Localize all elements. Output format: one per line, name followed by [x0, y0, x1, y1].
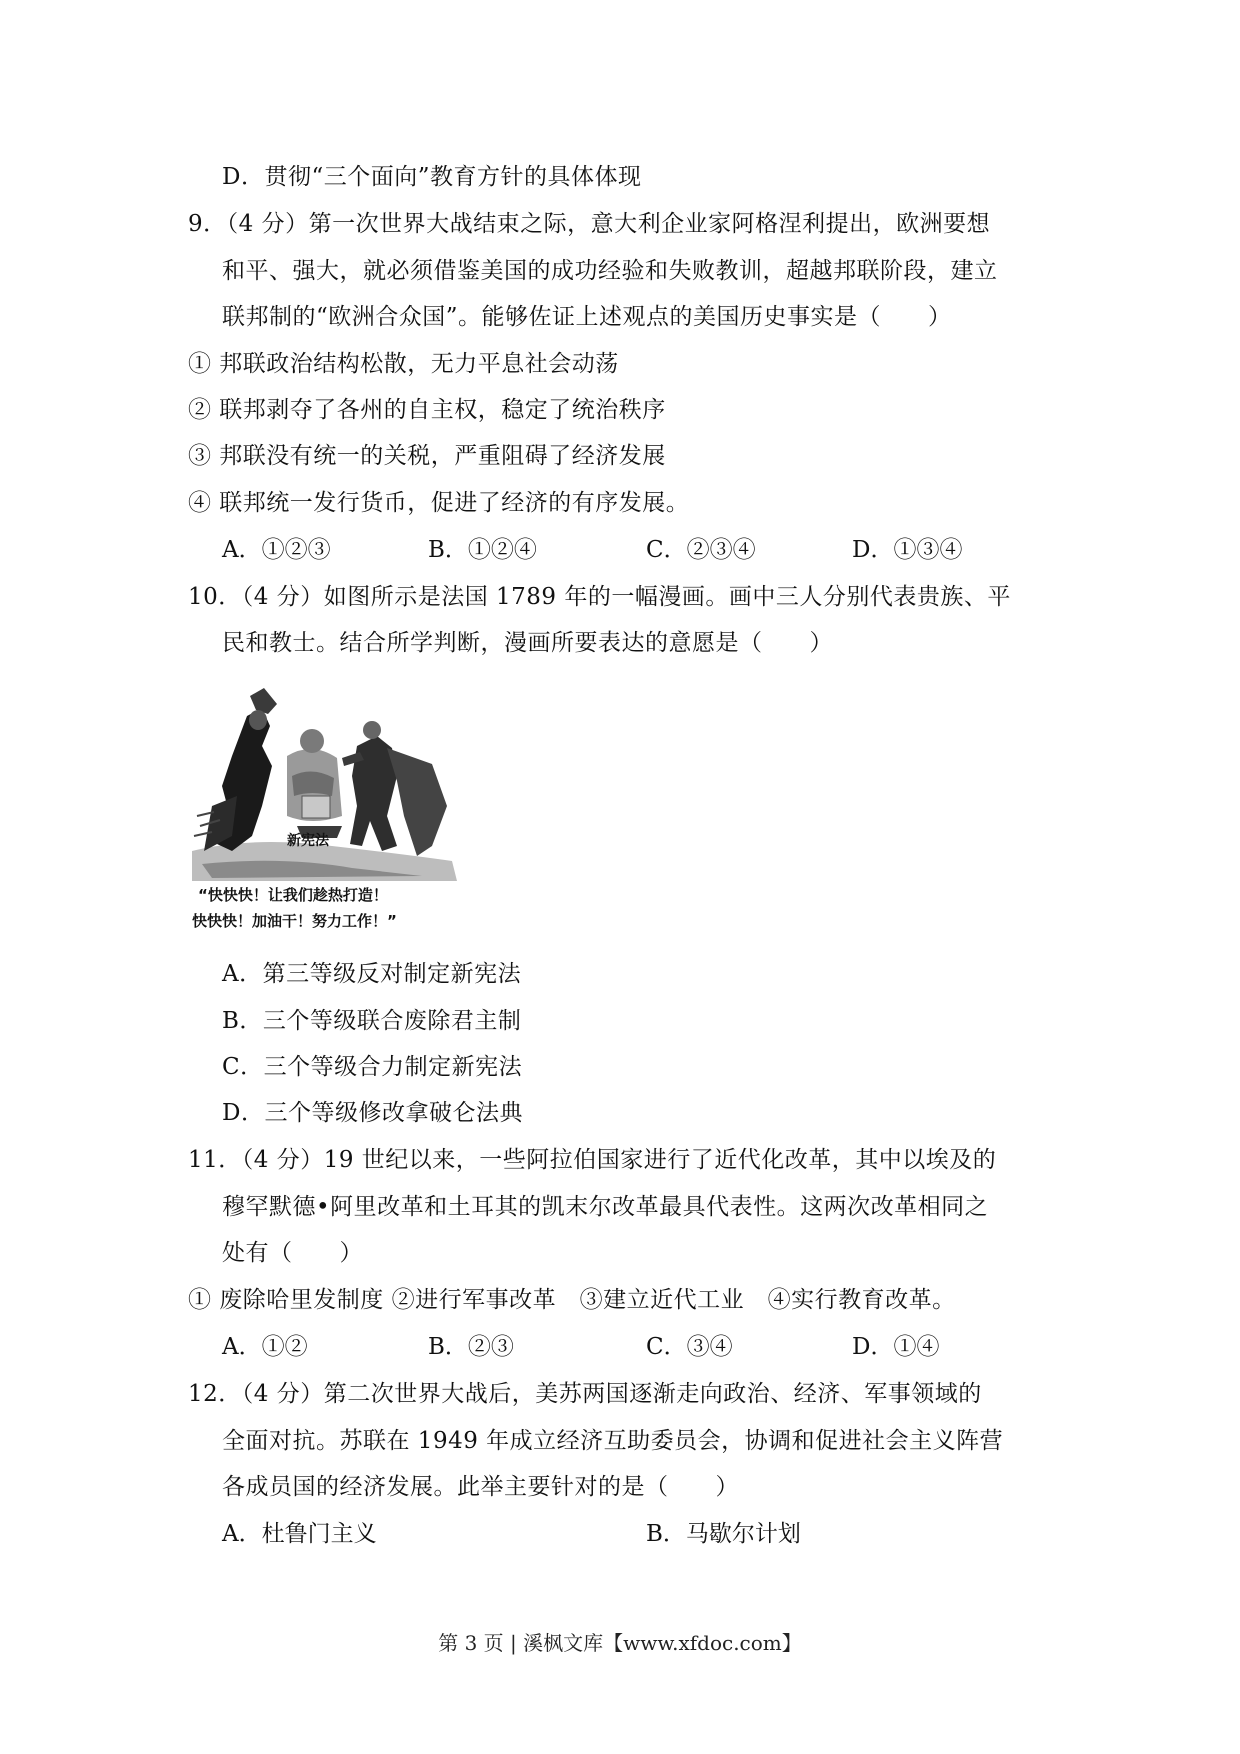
- q10-option-d[interactable]: D．三个等级修改拿破仑法典: [222, 1100, 523, 1126]
- q12-stem-line-2: 全面对抗。苏联在 1949 年成立经济互助委员会，协调和促进社会主义阵营: [222, 1428, 1004, 1454]
- q10-stem-line-2: 民和教士。结合所学判断，漫画所要表达的意愿是（ ）: [222, 630, 833, 656]
- q10-option-a[interactable]: A．第三等级反对制定新宪法: [222, 961, 522, 987]
- q11-stem-line-1: 11．（4 分）19 世纪以来，一些阿拉伯国家进行了近代化改革，其中以埃及的: [188, 1147, 997, 1173]
- q11-stem-line-2: 穆罕默德•阿里改革和土耳其的凯末尔改革最具代表性。这两次改革相同之: [222, 1194, 989, 1220]
- q12-option-b[interactable]: B．马歇尔计划: [646, 1521, 801, 1547]
- q9-statement-3: ③ 邦联没有统一的关税，严重阻碍了经济发展: [188, 443, 666, 469]
- q9-option-b[interactable]: B．①②④: [428, 537, 537, 563]
- q12-stem-line-3: 各成员国的经济发展。此举主要针对的是（ ）: [222, 1474, 739, 1500]
- q11-option-a[interactable]: A．①②: [222, 1334, 308, 1360]
- q11-option-d[interactable]: D．①④: [852, 1334, 940, 1360]
- q10-option-b[interactable]: B．三个等级联合废除君主制: [222, 1008, 522, 1034]
- cartoon-caption-line-2: 快快快！加油干！努力工作！”: [192, 912, 397, 930]
- q11-option-b[interactable]: B．②③: [428, 1334, 514, 1360]
- page-footer: 第 3 页 | 溪枫文库【www.xfdoc.com】: [438, 1631, 802, 1655]
- q10-option-c[interactable]: C．三个等级合力制定新宪法: [222, 1054, 523, 1080]
- q10-stem-line-1: 10．（4 分）如图所示是法国 1789 年的一幅漫画。画中三人分别代表贵族、平: [188, 584, 1011, 610]
- q11-option-c[interactable]: C．③④: [646, 1334, 733, 1360]
- cartoon-label: 新宪法: [287, 833, 329, 849]
- q11-stem-line-3: 处有（ ）: [222, 1240, 363, 1266]
- q9-stem-line-3: 联邦制的“欧洲合众国”。能够佐证上述观点的美国历史事实是（ ）: [222, 304, 952, 330]
- cartoon-illustration: [192, 686, 462, 881]
- q12-option-a[interactable]: A．杜鲁门主义: [222, 1521, 377, 1547]
- q8-option-d: D．贯彻“三个面向”教育方针的具体体现: [222, 164, 642, 190]
- q9-stem-line-1: 9．（4 分）第一次世界大战结束之际，意大利企业家阿格涅利提出，欧洲要想: [188, 211, 991, 237]
- cartoon-image: [192, 686, 462, 936]
- q9-statement-2: ② 联邦剥夺了各州的自主权，稳定了统治秩序: [188, 397, 666, 423]
- q9-statement-4: ④ 联邦统一发行货币，促进了经济的有序发展。: [188, 490, 690, 516]
- q9-statement-1: ① 邦联政治结构松散，无力平息社会动荡: [188, 351, 619, 377]
- q9-option-d[interactable]: D．①③④: [852, 537, 963, 563]
- q9-option-c[interactable]: C．②③④: [646, 537, 756, 563]
- cartoon-caption-line-1: “快快快！让我们趁热打造！: [198, 886, 388, 904]
- q11-statements: ① 废除哈里发制度 ②进行军事改革 ③建立近代工业 ④实行教育改革。: [188, 1287, 956, 1313]
- q9-stem-line-2: 和平、强大，就必须借鉴美国的成功经验和失败教训，超越邦联阶段，建立: [222, 258, 998, 284]
- q9-option-a[interactable]: A．①②③: [222, 537, 331, 563]
- q12-stem-line-1: 12．（4 分）第二次世界大战后，美苏两国逐渐走向政治、经济、军事领域的: [188, 1381, 982, 1407]
